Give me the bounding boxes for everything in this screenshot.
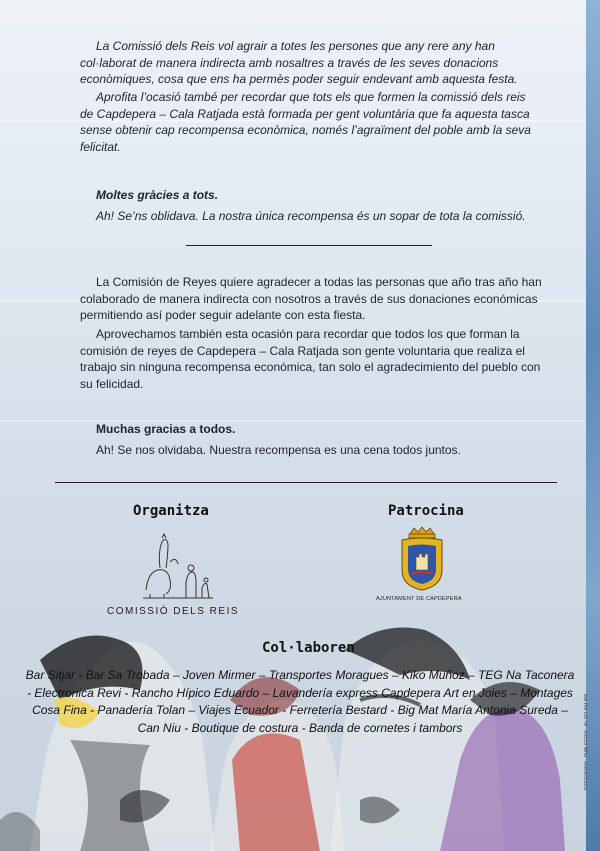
catalan-paragraph-2: Aprofita l’ocasió també per recordar que tots els que formen la comissió dels reis de Capdepera – Cala Ratjada està formada per gent voluntària que fa aquesta tasca sense obtenir cap recompensa econòmica, només l’agraïment del poble amb la seva felicitat. xyxy=(80,90,531,154)
spanish-thanks: Muchas gracias a todos. xyxy=(96,422,236,436)
catalan-paragraph-1: La Comissió dels Reis vol agrair a totes les persones que any rere any han col·laborat de manera indirecta amb nosaltres a través de les seves donacions econòmiques, cosa que ens ha permès poder seguir endevant amb aquesta festa. xyxy=(80,39,518,86)
patrocina-logo-caption: AJUNTAMENT DE CAPDEPERA xyxy=(376,596,462,602)
organiza-heading: Organitza xyxy=(133,503,209,519)
patrocina-heading: Patrocina xyxy=(388,503,464,519)
footer-divider xyxy=(55,482,557,483)
spanish-paragraph-1: La Comisión de Reyes quiere agradecer a todas las personas que año tras año han colaborado de manera indirecta con nosotros a través de sus donaciones económicas permitiendo así poder seguir adelante con esta fiesta. xyxy=(80,275,542,322)
spanish-paragraph-2: Aprovechamos también esta ocasión para recordar que todos los que forman la comisión de reyes de Capdepera – Cala Ratjada son gente voluntaria que realiza el trabajo sin ninguna recompensa económica, tan solo el agradecimiento del pueblo con su felicidad. xyxy=(80,327,541,391)
section-divider xyxy=(186,245,432,246)
spanish-postscript: Ah! Se nos olvidaba. Nuestra recompensa es una cena todos juntos. xyxy=(96,443,461,457)
organiza-logo-caption: COMISSIÓ DELS REIS xyxy=(107,606,240,617)
colaboren-heading: Col·laboren xyxy=(262,640,355,656)
ajuntament-crest-icon xyxy=(397,526,447,592)
colaboren-list: Bar Sitjar - Bar Sa Trobada – Joven Mirmer – Transportes Moragues – Kiko Muñoz – TEG Na Taconera - Electronica Revi - Rancho Hípico Eduardo – Lavandería express Capdepera Art en Joies – Montages Cosa Fina - Panadería Tolan – Viajes Ecuador - Ferretería Bestard - Big Mat María Antonia Sureda – Can Niu - Boutique de costura - Banda de cornetes i tambors xyxy=(25,668,575,735)
catalan-postscript: Ah! Se’ns oblidava. La nostra única recompensa és un sopar de tota la comissió. xyxy=(96,209,526,223)
comissio-reis-logo xyxy=(138,532,218,604)
catalan-thanks: Moltes gràcies a tots. xyxy=(96,188,219,202)
imprint-text: FOTOGRAFIA · PUBLICIDAD · tel. 971 564 083 xyxy=(583,693,588,790)
